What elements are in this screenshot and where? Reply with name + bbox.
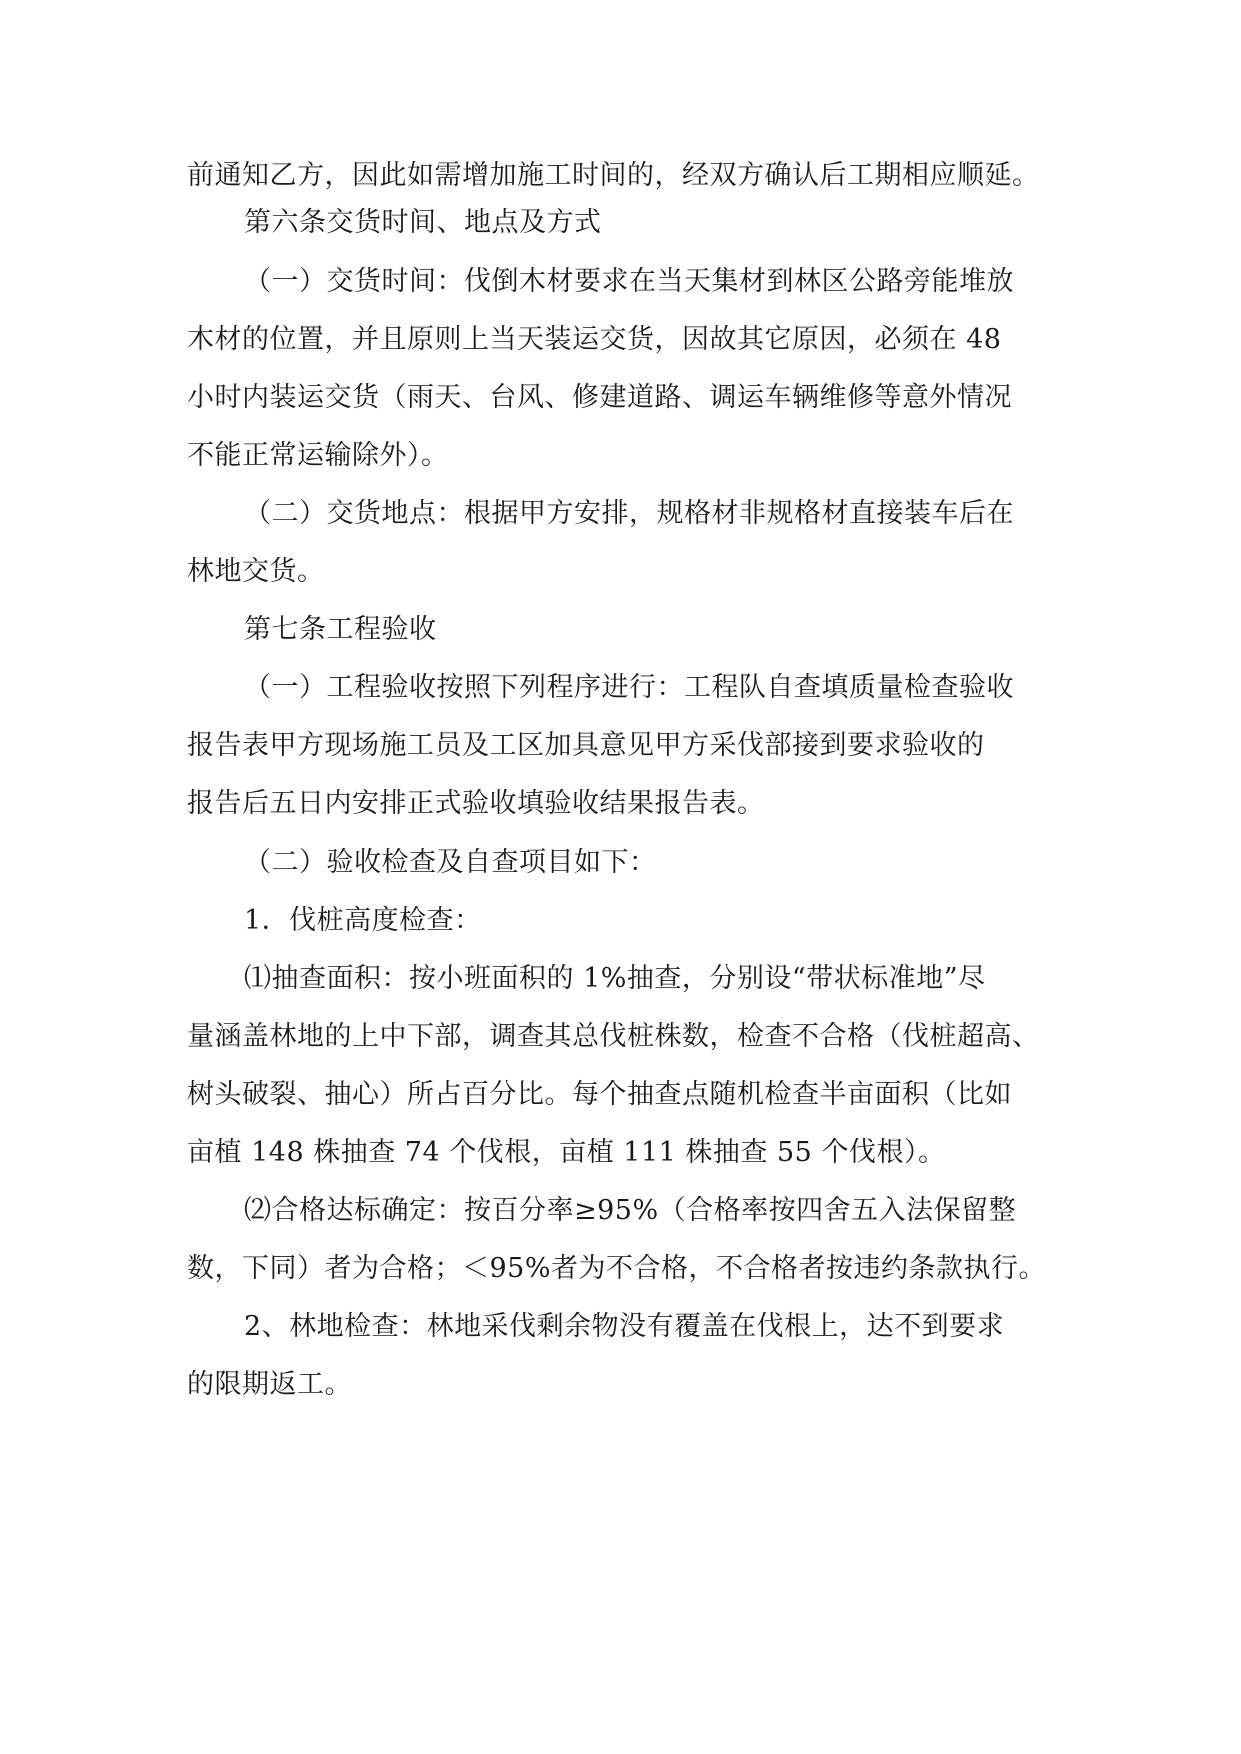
- text-line: 1．伐桩高度检查：: [244, 905, 482, 936]
- text-line: 不能正常运输除外）。: [187, 440, 449, 471]
- text-line: ⑵合格达标确定：按百分率≥95%（合格率按四舍五入法保留整: [244, 1195, 1017, 1226]
- text-line: 树头破裂、抽心）所占百分比。每个抽查点随机检查半亩面积（比如: [187, 1079, 1012, 1110]
- text-line: 报告表甲方现场施工员及工区加具意见甲方采伐部接到要求验收的: [187, 730, 985, 761]
- text-line: 报告后五日内安排正式验收填验收结果报告表。: [187, 788, 765, 819]
- section-heading: 第六条交货时间、地点及方式: [244, 207, 602, 238]
- text-line: （二）交货地点：根据甲方安排，规格材非规格材直接装车后在: [244, 498, 1014, 529]
- text-line: （二）验收检查及自查项目如下：: [244, 847, 657, 878]
- text-line: （一）交货时间：伐倒木材要求在当天集材到林区公路旁能堆放: [244, 266, 1014, 297]
- text-line: 数，下同）者为合格；＜95%者为不合格，不合格者按违约条款执行。: [187, 1253, 1047, 1284]
- text-line: 量涵盖林地的上中下部，调查其总伐桩株数，检查不合格（伐桩超高、: [187, 1021, 1040, 1052]
- text-line: 前通知乙方，因此如需增加施工时间的，经双方确认后工期相应顺延。: [187, 160, 1040, 191]
- text-line: 木材的位置，并且原则上当天装运交货，因故其它原因，必须在 48: [187, 324, 1002, 355]
- text-line: 亩植 148 株抽查 74 个伐根，亩植 111 株抽查 55 个伐根）。: [187, 1137, 946, 1168]
- section-heading: 第七条工程验收: [244, 614, 437, 645]
- text-line: 2、林地检查：林地采伐剩余物没有覆盖在伐根上，达不到要求: [244, 1311, 1005, 1342]
- text-line: 的限期返工。: [187, 1369, 352, 1400]
- text-line: （一）工程验收按照下列程序进行：工程队自查填质量检查验收: [244, 672, 1014, 703]
- text-line: 小时内装运交货（雨天、台风、修建道路、调运车辆维修等意外情况: [187, 382, 1012, 413]
- text-line: ⑴抽查面积：按小班面积的 1%抽查，分别设“带状标准地”尽: [244, 963, 986, 994]
- text-line: 林地交货。: [187, 556, 325, 587]
